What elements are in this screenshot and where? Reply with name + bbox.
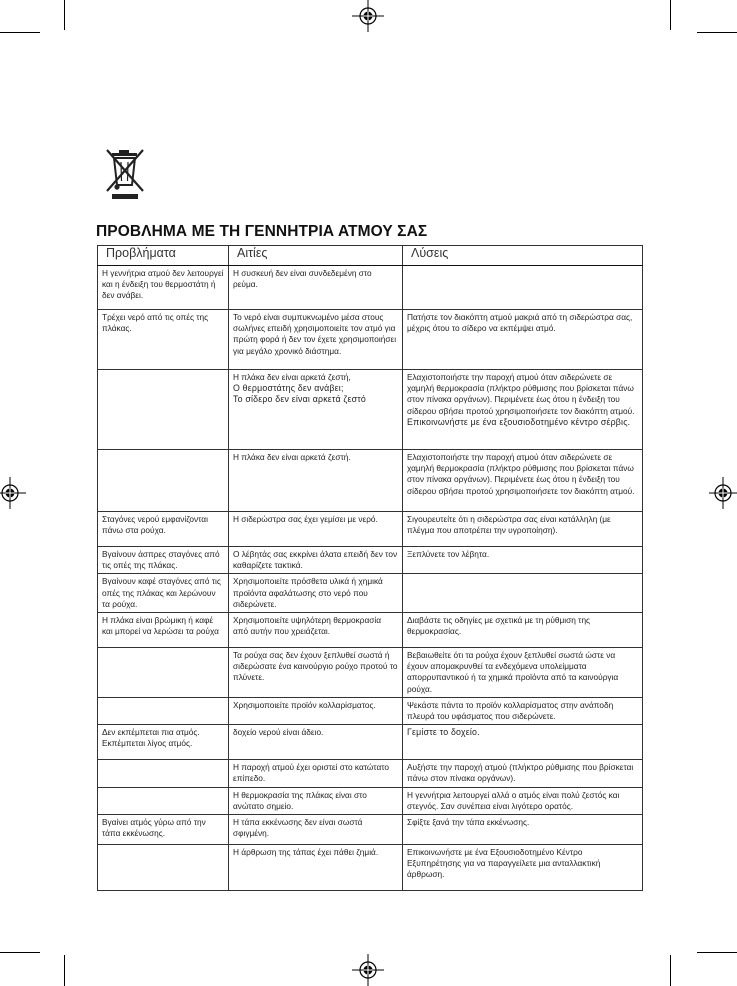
registration-mark-icon [352,954,384,986]
page-title: ΠΡΟΒΛΗΜΑ ΜΕ ΤΗ ΓΕΝΝΗΤΡΙΑ ΑΤΜΟΥ ΣΑΣ [96,223,428,240]
column-header-solutions: Λύσεις [403,246,643,266]
problem-cell: Βγαίνουν καφέ σταγόνες από τις οπές της πλάκας και λερώνουν τα ρούχα. [98,574,229,613]
crop-mark [64,955,65,986]
solution-cell: Πατήστε τον διακόπτη ατμού μακριά από τη σιδερώστρα σας, μέχρις ότου το σίδερο να εκπέμψει ατμό. [403,310,643,370]
crop-mark [0,32,40,33]
solution-cell [403,266,643,310]
table-row [98,787,643,814]
problem-cell-continued [98,648,229,698]
problem-cell: Η πλάκα είναι βρώμικη ή καφέ και μπορεί να λερώσει τα ρούχα [98,613,229,648]
table-row [98,450,643,512]
solution-cell: Βεβαιωθείτε ότι τα ρούχα έχουν ξεπλυθεί σωστά ώστε να έχουν απομακρυνθεί τα ενδεχόμενα υπολείμματα απορρυπαντικού ή τα χημικά προϊόντα από τα καινούργια ρούχα. [403,648,643,698]
problem-cell-continued [98,787,229,814]
cause-cell: Χρησιμοποιείτε προϊόν κολλαρίσματος. [229,697,403,724]
solution-cell: Σιγουρευτείτε ότι η σιδερώστρα σας είναι κατάλληλη (με πλέγμα που αποτρέπει την υγροποίηση). [403,512,643,547]
solution-cell [403,370,643,450]
table-row [98,697,643,724]
cause-cell: Χρησιμοποιείτε πρόσθετα υλικά ή χημικά προϊόντα αφαλάτωσης στο νερό που σιδερώνετε. [229,574,403,613]
cause-cell: Η παροχή ατμού έχει οριστεί στο κατώτατο επίπεδο. [229,760,403,787]
table-row [98,725,643,760]
cause-line: Το σίδερο δεν είναι αρκετά ζεστό [233,394,366,405]
crop-mark [697,952,737,953]
cause-cell: Η πλάκα δεν είναι αρκετά ζεστή. [229,450,403,512]
solution-cell [403,725,643,760]
cause-cell: Η άρθρωση της τάπας έχει πάθει ζημιά. [229,845,403,891]
solution-cell: Ξεπλύνετε τον λέβητα. [403,547,643,574]
table-row [98,648,643,698]
cause-cell [229,370,403,450]
solution-cell: Ελαχιστοποιήστε την παροχή ατμού όταν σιδερώνετε σε χαμηλή θερμοκρασία (πλήκτρο ρύθμισης που βρίσκεται πάνω στον πίνακα οργάνων). Περιμένετε έως ότου η ένδειξη του σίδερου σβήσει προτού χρησιμοποιήσετε τον διακόπτη ατμού. [403,450,643,512]
problem-cell-continued [98,845,229,891]
problem-cell-continued [98,760,229,787]
problem-cell: Βγαίνει ατμός γύρω από την τάπα εκκένωσης. [98,815,229,845]
solution-cell: Επικοινωνήστε με ένα Εξουσιοδοτημένο Κέντρο Εξυπηρέτησης για να παραγγείλετε μια ανταλλακτική άρθρωση. [403,845,643,891]
problem-cell: Βγαίνουν άσπρες σταγόνες από τις οπές της πλάκας. [98,547,229,574]
problem-cell: Τρέχει νερό από τις οπές της πλάκας. [98,310,229,370]
solution-text: Επικοινωνήστε με ένα εξουσιοδοτημένο κέντρο σέρβις. [407,416,631,427]
solution-cell [403,574,643,613]
problem-cell: Σταγόνες νερού εμφανίζονται πάνω στα ρούχα. [98,512,229,547]
table-row [98,310,643,370]
cause-cell: Η θερμοκρασία της πλάκας είναι στο ανώτατο σημείο. [229,787,403,814]
registration-mark-icon [352,0,384,32]
table-row [98,574,643,613]
table-row [98,547,643,574]
troubleshooting-table [97,245,643,891]
table-row [98,512,643,547]
registration-mark-icon [709,477,737,509]
solution-cell: Αυξήστε την παροχή ατμού (πλήκτρο ρύθμισης που βρίσκεται πάνω στον πίνακα οργάνων). [403,760,643,787]
table-row [98,613,643,648]
cause-cell: Η τάπα εκκένωσης δεν είναι σωστά σφιγμένη. [229,815,403,845]
solution-cell: Η γεννήτρια λειτουργεί αλλά ο ατμός είναι πολύ ζεστός και στεγνός. Σαν συνέπεια είναι λιγότερο ορατός. [403,787,643,814]
table-row [98,370,643,450]
column-header-problems: Προβλήματα [98,246,229,266]
table-header-row [98,246,643,266]
solution-cell: Ψεκάστε πάντα το προϊόν κολλαρίσματος στην ανάποδη πλευρά του υφάσματος που σιδερώνετε. [403,697,643,724]
table-row [98,815,643,845]
cause-cell: Η σιδερώστρα σας έχει γεμίσει με νερό. [229,512,403,547]
problem-cell-continued [98,450,229,512]
crop-mark [670,955,671,986]
cause-cell: Η συσκευή δεν είναι συνδεδεμένη στο ρεύμα. [229,266,403,310]
cause-line: Η πλάκα δεν είναι αρκετά ζεστή, [233,372,351,382]
cause-cell: Ο λέβητάς σας εκκρίνει άλατα επειδή δεν τον καθαρίζετε τακτικά. [229,547,403,574]
crop-mark [670,0,671,30]
solution-cell: Σφίξτε ξανά την τάπα εκκένωσης. [403,815,643,845]
crop-mark [0,952,40,953]
weee-crossed-bin-icon [103,147,147,201]
solution-text: Γεμίστε το δοχείο. [407,727,480,738]
crop-mark [64,0,65,30]
problem-cell: Η γεννήτρια ατμού δεν λειτουργεί και η ένδειξη του θερμοστάτη ή δεν ανάβει. [98,266,229,310]
solution-cell: Διαβάστε τις οδηγίες με σχετικά με τη ρύθμιση της θερμοκρασίας. [403,613,643,648]
cause-cell: δοχείο νερού είναι άδειο. [229,725,403,760]
crop-mark [697,32,737,33]
cause-cell: Τα ρούχα σας δεν έχουν ξεπλυθεί σωστά ή σιδερώσατε ένα καινούργιο ρούχο προτού το πλύνετε. [229,648,403,698]
problem-cell-continued [98,370,229,450]
table-row [98,760,643,787]
cause-cell: Χρησιμοποιείτε υψηλότερη θερμοκρασία από αυτήν που χρειάζεται. [229,613,403,648]
problem-cell: Δεν εκπέμπεται πια ατμός. Εκπέμπεται λίγος ατμός. [98,725,229,760]
table-row [98,266,643,310]
column-header-causes: Αιτίες [229,246,403,266]
problem-cell-continued [98,697,229,724]
registration-mark-icon [0,477,26,509]
solution-text: Ελαχιστοποιήστε την παροχή ατμού όταν σιδερώνετε σε χαμηλή θερμοκρασία (πλήκτρο ρύθμισης που βρίσκεται πάνω στον πίνακα οργάνων). Περιμένετε έως ότου η ένδειξη του σίδερου σβήσει προτού χρησιμοποιήσετε τον διακόπτη ατμού. [407,372,635,416]
table-row [98,845,643,891]
cause-cell: Το νερό είναι συμπυκνωμένο μέσα στους σωλήνες επειδή χρησιμοποιείτε τον ατμό για πρώτη φορά ή δεν τον έχετε χρησιμοποιήσει για μεγάλο χρονικό διάστημα. [229,310,403,370]
cause-line: Ο θερμοστάτης δεν ανάβει; [233,383,344,394]
